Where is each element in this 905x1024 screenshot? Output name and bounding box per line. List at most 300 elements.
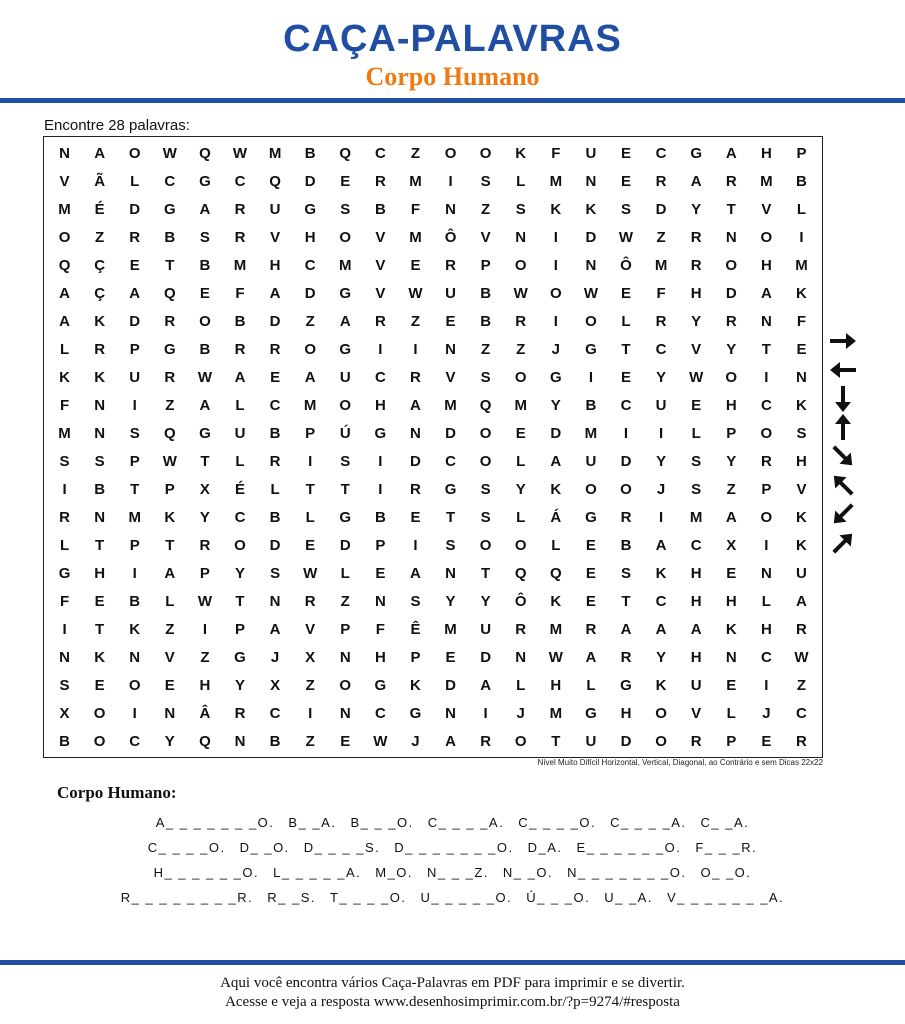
grid-cell: K: [164, 508, 176, 526]
grid-cell: E: [199, 284, 210, 302]
grid-cell: A: [339, 312, 351, 330]
grid-cell: N: [585, 172, 597, 190]
grid-cell: U: [480, 620, 492, 638]
grid-cell: Q: [163, 284, 176, 302]
grid-cell: R: [655, 172, 667, 190]
grid-cell: G: [549, 368, 562, 386]
grid-cell: W: [162, 452, 177, 470]
arrow-up-left-icon: [826, 472, 860, 498]
grid-cell: G: [374, 424, 387, 442]
grid-cell: H: [725, 592, 737, 610]
grid-cell: K: [59, 368, 70, 386]
grid-cell: V: [270, 228, 281, 246]
grid-cell: A: [59, 284, 70, 302]
grid-cell: I: [132, 704, 137, 722]
grid-cell: Z: [305, 676, 315, 694]
grid-cell: I: [132, 564, 137, 582]
grid-cell: E: [796, 340, 807, 358]
grid-cell: K: [655, 564, 667, 582]
grid-cell: K: [550, 480, 562, 498]
grid-cell: H: [620, 704, 632, 722]
grid-cell: E: [620, 284, 631, 302]
grid-cell: U: [339, 368, 351, 386]
grid-cell: Y: [445, 592, 456, 610]
grid-cell: R: [690, 228, 702, 246]
grid-cell: C: [655, 592, 667, 610]
grid-cell: D: [620, 452, 632, 470]
grid-cell: O: [514, 256, 527, 274]
grid-cell: L: [551, 536, 561, 554]
grid-cell: E: [620, 172, 631, 190]
grid-cell: R: [760, 452, 772, 470]
grid-cell: R: [59, 508, 70, 526]
grid-cell: D: [410, 452, 421, 470]
grid-cell: N: [585, 256, 597, 274]
word-clue: E_ _ _ _ _ _O.: [576, 840, 682, 855]
word-clue: N_ _ _Z.: [427, 865, 489, 880]
grid-cell: B: [304, 144, 316, 162]
grid-cell: R: [410, 480, 421, 498]
grid-cell: R: [515, 620, 527, 638]
grid-cell: T: [726, 200, 736, 218]
grid-cell: N: [445, 340, 456, 358]
grid-cell: S: [59, 452, 70, 470]
grid-cell: X: [270, 676, 281, 694]
grid-cell: C: [655, 144, 667, 162]
grid-cell: Z: [95, 228, 105, 246]
grid-cell: J: [270, 648, 280, 666]
grid-cell: M: [409, 172, 422, 190]
grid-cell: B: [234, 312, 246, 330]
grid-cell: N: [234, 732, 246, 750]
grid-cell: H: [269, 256, 281, 274]
grid-cell: R: [690, 732, 702, 750]
grid-cell: T: [445, 508, 456, 526]
grid-cell: L: [235, 396, 245, 414]
grid-cell: G: [374, 676, 387, 694]
grid-cell: N: [94, 508, 106, 526]
grid-cell: P: [129, 340, 140, 358]
grid-cell: S: [691, 480, 702, 498]
grid-cell: S: [270, 564, 281, 582]
grid-cell: G: [304, 200, 316, 218]
grid-cell: W: [548, 648, 563, 666]
grid-cell: R: [234, 340, 246, 358]
grid-cell: N: [59, 648, 70, 666]
grid-cell: C: [620, 396, 632, 414]
arrow-up-icon: [826, 414, 860, 440]
grid-cell: P: [340, 620, 351, 638]
grid-cell: E: [94, 592, 105, 610]
grid-cell: R: [445, 256, 456, 274]
grid-cell: Q: [479, 396, 492, 414]
word-clue: U_ _ _ _ _O.: [420, 890, 513, 905]
grid-cell: É: [94, 200, 105, 218]
grid-cell: O: [514, 536, 527, 554]
grid-cell: H: [690, 564, 702, 582]
word-list-row: [40, 885, 865, 910]
grid-cell: K: [94, 368, 106, 386]
grid-cell: P: [726, 732, 737, 750]
grid-cell: B: [585, 396, 597, 414]
grid-cell: J: [656, 480, 666, 498]
grid-cell: V: [691, 704, 702, 722]
grid-cell: Z: [481, 200, 491, 218]
grid-cell: Y: [691, 200, 702, 218]
word-list-row: [40, 860, 865, 885]
grid-cell: A: [690, 620, 702, 638]
grid-cell: W: [197, 592, 212, 610]
grid-cell: Z: [726, 480, 736, 498]
grid-cell: R: [480, 732, 492, 750]
grid-cell: O: [655, 732, 667, 750]
arrow-down-left-icon: [826, 501, 860, 527]
grid-cell: H: [690, 284, 702, 302]
grid-cell: H: [550, 676, 562, 694]
word-clue: D_ _ _ _ _ _ _O.: [394, 840, 514, 855]
grid-cell: F: [59, 396, 70, 414]
grid-cell: R: [234, 228, 246, 246]
grid-cell: I: [553, 228, 558, 246]
grid-cell: O: [620, 480, 632, 498]
grid-cell: I: [764, 536, 769, 554]
grid-cell: E: [375, 564, 386, 582]
grid-cell: E: [410, 508, 421, 526]
grid-cell: I: [413, 536, 418, 554]
grid-cell: V: [59, 172, 70, 190]
grid-cell: O: [655, 704, 667, 722]
grid-cell: L: [130, 172, 140, 190]
grid-cell: I: [799, 228, 804, 246]
grid-cell: R: [725, 172, 737, 190]
grid-cell: Y: [550, 396, 561, 414]
grid-cell: P: [199, 564, 210, 582]
grid-cell: G: [585, 704, 597, 722]
grid-cell: M: [444, 620, 457, 638]
grid-cell: D: [269, 312, 281, 330]
grid-cell: G: [339, 508, 352, 526]
level-note: Nível Muito Difícil Horizontal, Vertical, Diagonal, ao Contrário e sem Dicas 22x22: [537, 758, 823, 767]
grid-cell: Z: [305, 732, 315, 750]
word-clue: F_ _ _R.: [695, 840, 758, 855]
grid-cell: Q: [58, 256, 71, 274]
grid-cell: A: [620, 620, 632, 638]
grid-cell: T: [200, 452, 210, 470]
grid-cell: N: [129, 648, 141, 666]
grid-cell: U: [129, 368, 141, 386]
grid-cell: V: [796, 480, 807, 498]
grid-cell: S: [94, 452, 105, 470]
grid-cell: D: [480, 648, 492, 666]
grid-cell: I: [62, 620, 67, 638]
grid-cell: K: [410, 676, 421, 694]
grid-cell: O: [585, 312, 597, 330]
word-clue: C_ _ _ _A.: [610, 815, 687, 830]
grid-cell: M: [549, 172, 563, 190]
grid-cell: A: [269, 284, 281, 302]
grid-cell: K: [796, 536, 807, 554]
grid-cell: N: [725, 648, 737, 666]
word-clue: D_A.: [527, 840, 563, 855]
grid-cell: X: [199, 480, 210, 498]
grid-cell: E: [305, 536, 316, 554]
grid-cell: Q: [199, 732, 211, 750]
grid-cell: A: [760, 284, 772, 302]
grid-cell: B: [796, 172, 807, 190]
grid-cell: R: [796, 732, 807, 750]
grid-cell: S: [410, 592, 421, 610]
grid-cell: F: [551, 144, 561, 162]
grid-cell: E: [270, 368, 281, 386]
grid-cell: C: [269, 396, 281, 414]
grid-cell: S: [199, 228, 210, 246]
grid-cell: D: [620, 732, 632, 750]
grid-cell: C: [269, 704, 281, 722]
grid-cell: D: [550, 424, 562, 442]
grid-cell: T: [551, 732, 561, 750]
grid-cell: C: [374, 704, 386, 722]
grid-cell: R: [410, 368, 421, 386]
arrow-down-right-icon: [826, 443, 860, 469]
grid-cell: O: [725, 256, 738, 274]
grid-cell: T: [621, 592, 631, 610]
grid-cell: F: [410, 200, 421, 218]
word-clue: H_ _ _ _ _ _O.: [153, 865, 260, 880]
grid-cell: S: [480, 480, 491, 498]
grid-cell: K: [725, 620, 737, 638]
grid-cell: U: [269, 200, 281, 218]
grid-cell: G: [163, 340, 176, 358]
grid-cell: I: [308, 704, 313, 722]
grid-cell: M: [58, 424, 71, 442]
grid-cell: A: [199, 200, 211, 218]
grid-cell: W: [162, 144, 177, 162]
grid-cell: Q: [549, 564, 562, 582]
grid-cell: Ô: [444, 228, 457, 246]
grid-cell: E: [410, 256, 421, 274]
grid-cell: M: [654, 256, 668, 274]
grid-cell: B: [199, 340, 211, 358]
page-title: CAÇA-PALAVRAS: [283, 18, 622, 60]
grid-cell: A: [199, 396, 211, 414]
grid-cell: R: [94, 340, 106, 358]
grid-cell: W: [689, 368, 704, 386]
grid-cell: B: [269, 508, 281, 526]
grid-cell: Z: [796, 676, 807, 694]
grid-cell: P: [375, 536, 386, 554]
grid-cell: O: [128, 676, 141, 694]
grid-cell: R: [655, 312, 667, 330]
grid-cell: I: [378, 452, 383, 470]
grid-cell: O: [479, 536, 492, 554]
word-list-row: [40, 835, 865, 860]
word-clue: C_ _ _ _A.: [427, 815, 505, 830]
grid-cell: M: [58, 200, 71, 218]
grid-cell: S: [480, 172, 491, 190]
grid-cell: A: [445, 732, 456, 750]
grid-cell: Ô: [514, 592, 527, 610]
grid-cell: N: [94, 396, 106, 414]
grid-cell: U: [445, 284, 456, 302]
grid-cell: U: [796, 564, 807, 582]
grid-cell: O: [585, 480, 597, 498]
grid-cell: A: [796, 592, 807, 610]
grid-cell: Ç: [94, 256, 106, 274]
grid-cell: I: [553, 312, 558, 330]
grid-cell: G: [409, 704, 422, 722]
grid-cell: T: [130, 480, 140, 498]
grid-cell: R: [585, 620, 597, 638]
grid-cell: N: [339, 648, 351, 666]
grid-cell: O: [128, 144, 141, 162]
grid-cell: F: [375, 620, 385, 638]
grid-cell: T: [621, 340, 631, 358]
grid-cell: M: [795, 256, 808, 274]
grid-cell: O: [479, 424, 492, 442]
grid-cell: N: [760, 312, 772, 330]
grid-cell: O: [760, 228, 773, 246]
grid-cell: Ã: [94, 172, 106, 190]
grid-cell: L: [796, 200, 807, 218]
grid-cell: J: [762, 704, 771, 722]
grid-cell: L: [59, 340, 70, 358]
grid-cell: N: [410, 424, 421, 442]
grid-cell: O: [479, 452, 492, 470]
grid-cell: O: [93, 732, 106, 750]
grid-cell: P: [164, 480, 175, 498]
word-clue: R_ _ _ _ _ _ _ _R.: [120, 890, 254, 905]
grid-cell: J: [411, 732, 420, 750]
page-subtitle: Corpo Humano: [365, 62, 540, 91]
grid-cell: L: [621, 312, 631, 330]
grid-cell: L: [270, 480, 280, 498]
grid-cell: K: [585, 200, 597, 218]
grid-cell: Z: [481, 340, 491, 358]
grid-cell: Z: [516, 340, 526, 358]
grid-cell: D: [445, 424, 456, 442]
grid-cell: K: [796, 508, 807, 526]
grid-cell: A: [585, 648, 597, 666]
grid-cell: M: [514, 396, 527, 414]
word-clue: Ú_ _ _O.: [526, 890, 591, 905]
grid-cell: N: [445, 564, 456, 582]
grid-cell: N: [515, 648, 527, 666]
grid-cell: P: [305, 424, 316, 442]
word-clue: C_ _A.: [700, 815, 750, 830]
grid-cell: D: [129, 200, 141, 218]
grid-cell: B: [59, 732, 70, 750]
grid-cell: V: [761, 200, 772, 218]
grid-cell: E: [340, 172, 351, 190]
grid-cell: B: [269, 424, 281, 442]
grid-cell: Y: [656, 648, 667, 666]
grid-cell: A: [655, 536, 667, 554]
grid-cell: A: [129, 284, 141, 302]
grid-cell: G: [339, 340, 352, 358]
grid-cell: W: [618, 228, 634, 246]
letter-grid: [43, 136, 823, 758]
grid-cell: Y: [234, 564, 245, 582]
grid-cell: V: [445, 368, 456, 386]
grid-cell: S: [691, 452, 702, 470]
grid-cell: I: [483, 704, 488, 722]
grid-cell: I: [132, 396, 137, 414]
grid-cell: Y: [164, 732, 175, 750]
grid-cell: N: [515, 228, 527, 246]
grid-cell: B: [94, 480, 106, 498]
grid-cell: T: [481, 564, 491, 582]
grid-cell: C: [234, 508, 246, 526]
grid-cell: N: [725, 228, 737, 246]
grid-cell: X: [726, 536, 737, 554]
grid-cell: Y: [691, 312, 702, 330]
grid-cell: B: [480, 312, 492, 330]
grid-cell: G: [163, 200, 176, 218]
grid-cell: L: [726, 704, 736, 722]
word-clue: V_ _ _ _ _ _ _A.: [666, 890, 785, 905]
grid-cell: N: [339, 704, 351, 722]
grid-cell: P: [410, 648, 421, 666]
grid-cell: E: [585, 536, 596, 554]
grid-cell: N: [445, 200, 456, 218]
grid-cell: H: [725, 396, 737, 414]
grid-cell: C: [304, 256, 316, 274]
instruction-text: Encontre 28 palavras:: [44, 117, 190, 134]
grid-cell: O: [444, 144, 457, 162]
grid-cell: K: [796, 396, 807, 414]
header-divider: [0, 98, 905, 103]
word-clue: L_ _ _ _ _A.: [273, 865, 362, 880]
grid-cell: E: [445, 648, 456, 666]
word-clue: N_ _O.: [502, 865, 554, 880]
grid-cell: C: [374, 368, 386, 386]
grid-cell: O: [199, 312, 211, 330]
grid-cell: É: [234, 480, 245, 498]
grid-cell: M: [268, 144, 282, 162]
grid-cell: Ô: [620, 256, 632, 274]
word-clue: B_ _A.: [288, 815, 337, 830]
grid-cell: O: [549, 284, 562, 302]
grid-cell: P: [234, 620, 245, 638]
footer-line-1: Aqui você encontra vários Caça-Palavras em PDF para imprimir e se divertir.: [220, 975, 685, 991]
grid-cell: W: [232, 144, 248, 162]
grid-cell: K: [550, 592, 562, 610]
grid-cell: E: [726, 564, 737, 582]
word-clue: C_ _ _ _O.: [518, 815, 597, 830]
grid-cell: L: [516, 452, 526, 470]
grid-cell: S: [796, 424, 807, 442]
grid-cell: Z: [410, 144, 421, 162]
grid-cell: V: [480, 228, 491, 246]
grid-cell: L: [165, 592, 175, 610]
grid-cell: Q: [163, 424, 176, 442]
grid-cell: J: [551, 340, 560, 358]
grid-cell: H: [690, 648, 702, 666]
grid-cell: L: [235, 452, 245, 470]
grid-cell: N: [164, 704, 176, 722]
grid-cell: J: [516, 704, 525, 722]
grid-cell: O: [339, 228, 352, 246]
grid-cell: E: [445, 312, 456, 330]
arrow-up-right-icon: [826, 530, 860, 556]
grid-cell: I: [658, 424, 664, 442]
grid-cell: Ç: [94, 284, 106, 302]
grid-cell: Y: [199, 508, 210, 526]
grid-cell: Ê: [410, 620, 421, 638]
grid-cell: R: [269, 452, 281, 470]
grid-cell: I: [658, 508, 664, 526]
arrow-right-icon: [826, 328, 860, 354]
